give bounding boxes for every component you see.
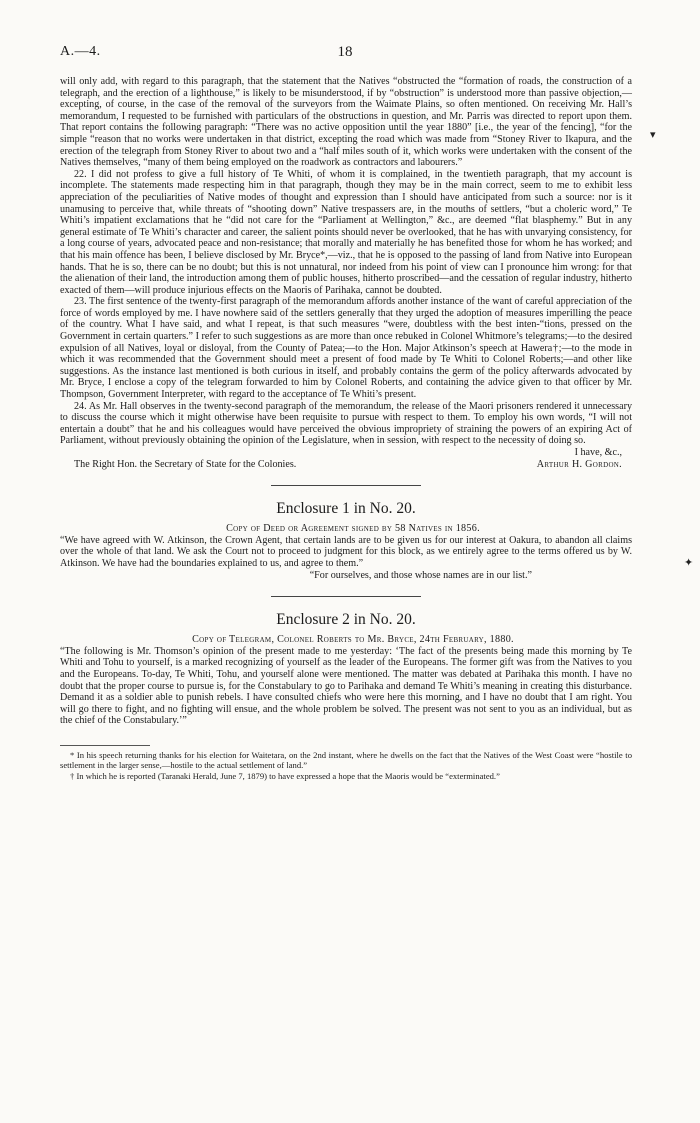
paragraph-24: 24. As Mr. Hall observes in the twenty-second paragraph of the memorandum, the release of the Maori prisoners rendered it unnecessary to discuss the course which it might otherwise have been requisite to pursue with respect to them. To employ his own words, “I will not entertain a doubt” that he and his colleagues would have perceived the obvious impropriety of straining the powers of an expiring Act of Parliament, without previously obtaining the opinion of the Legislature, when in session, with respect to the necessity of doing so. [60, 400, 632, 447]
enclosure-1-subheading: Copy of Deed or Agreement signed by 58 Natives in 1856. [226, 523, 480, 535]
section-rule [271, 485, 421, 486]
closing-formula: I have, &c., [574, 447, 622, 458]
footnote-2: † In which he is reported (Taranaki Herald, June 7, 1879) to have expressed a hope that the Maoris would be “exterminated.” [70, 770, 500, 781]
page-header [60, 44, 630, 62]
enclosure-1-closing: “For ourselves, and those whose names are in our list.” [309, 569, 532, 581]
paragraph-continued: will only add, with regard to this paragraph, that the statement that the Natives “obstructed the “formation of roads, the construction of a telegraph, and the erection of a lighthouse,” is likely to be misunderstood, if by “obstruction” is understood more than passive objection,—excepting, of course, in the case of the removal of the surveyors from the Waimate Plains, so often mentioned. On receiving Mr. Hall’s memorandum, I requested to be furnished with particulars of the obstructions in question, and Mr. Parris was directed to report upon them. That report contains the following paragraph: “There was no active opposition until the year 1880” [i.e., the year of the fencing], “for the simple “reason that no works were undertaken in that district, excepting the road which was made from “Stoney River to Ikapura, and the erection of the telegraph from Stoney River to about two and a “half miles south of it, which works were undertaken with the consent of the Natives themselves, “many of them being employed on the roadwork as contractors and labourers.” [60, 76, 632, 169]
enclosure-2-subheading: Copy of Telegram, Colonel Roberts to Mr. Bryce, 24th February, 1880. [192, 634, 514, 646]
footnote-rule [60, 745, 150, 746]
enclosure-1-heading: Enclosure 1 in No. 20. [276, 500, 416, 518]
enclosure-2-text: “The following is Mr. Thomson’s opinion of the present made to me yesterday: ‘The fact of the presents being made this morning by Te Whiti and Tohu to yourself, is a marked recognizing of yourself as the leader of the Europeans. The former gift was from the Natives to you and the Europeans. To-day, Te Whiti, Tohu, and yourself alone were mentioned. The matter was debated at Parihaka this month. I have no doubt that the proper course to pursue is, for the Constabulary to go to Parihaka and demand Te Whiti’s meaning in creating this disturbance. Demand it as a soldier able to punish rebels. I have consulted chiefs who were here this morning, and I have no doubt that I am right. You will go there to fight, and no fighting will ensue, and the whole problem be solved. The present was not sent to you as an individual, but as the chief of the Constabulary.’” [60, 645, 632, 727]
margin-mark: ✦ [684, 557, 694, 569]
signature: Arthur H. Gordon. [536, 458, 622, 470]
margin-mark: ▾ [650, 129, 656, 141]
paragraph-22: 22. I did not profess to give a full history of Te Whiti, of whom it is complained, in the twentieth paragraph, that my account is incomplete. The statements made respecting him in that paragraph, though they may be in the main correct, seem to me to exhibit less appreciation of the peculiarities of Native modes of thought and expression than I should have anticipated from such a source: nor is it unamusing to perceive that, while threats of “shooting down” Native trespassers are, in the mouths of settlers, “but a choleric word,” Te Whiti’s impatient exclamations that he “did not care for the “Parliament at Wellington,” &c., are deemed “flat blasphemy.” But in any general estimate of Te Whiti’s character and career, the salient points should never be overlooked, that he has with unvarying consistency, for a long course of years, advocated peace and non-resistance; that morally and materially he has benefited those for whom he has worked; and that his main offence has been, I believe disclosed by Mr. Bryce*,—viz., that he is opposed to the passing of land from Native into European hands. That he is so, there can be no doubt; but this is not unnatural, nor indeed from his point of view can I pronounce him wrong: for that the alienation of their land, the introduction among them of public houses, hitherto proscribed—and the cessation of regular industry, hitherto exacted of them—will produce injurious effects on the Maoris of Parihaka, cannot be doubted. [60, 168, 632, 296]
enclosure-1-text: “We have agreed with W. Atkinson, the Crown Agent, that certain lands are to be given us for our interest at Oakura, to abandon all claims over the whole of that land. We ask the Court not to proceed to judgment for this block, as we entirely agree to the terms offered us by W. Atkinson. We have had the boundaries explained to us, and agree to them.” [60, 534, 632, 569]
addressee: The Right Hon. the Secretary of State for the Colonies. [74, 458, 297, 470]
main-text [60, 76, 632, 781]
signature-line [60, 459, 632, 471]
footnotes [60, 750, 632, 781]
paper-reference: A.—4. [60, 44, 101, 59]
enclosure-2-heading: Enclosure 2 in No. 20. [276, 611, 416, 629]
paragraph-23: 23. The first sentence of the twenty-first paragraph of the memorandum affords another instance of the want of careful appreciation of the force of words employed by me. I have nowhere said of the settlers generally that they urged the adoption of measures imperilling the peace of the country. What I have said, and what I repeat, is that such measures “were, doubtless with the best inten-“tions, pressed on the Government in certain quarters.” I refer to such suggestions as are more than once rebuked in Colonel Whitmore’s telegrams;—to the desired expulsion of all Natives, loyal or disloyal, from the County of Patea;—to the Hon. Major Atkinson’s speech at Hawera†;—to the mode in which it was recommended that the Government should meet a present of food made by Te Whiti to Colonel Roberts;—and other like suggestions. As the instance last mentioned is both curious in itself, and probably contains the germ of the policy afterwards advocated by Mr. Bryce, I enclose a copy of the telegram forwarded to him by Colonel Roberts, and containing the advice given to that officer by Mr. Thompson, Government Interpreter, with regard to the acceptance of Te Whiti’s present. [60, 296, 632, 401]
section-rule [271, 596, 421, 597]
page-number: 18 [337, 44, 353, 60]
footnote-1: * In his speech returning thanks for his election for Waitetara, on the 2nd instant, where he dwells on the fact that the Natives of the West Coast were “hostile to settlement in the larger sense,—hostile to the actual settlement of land.” [60, 749, 632, 771]
